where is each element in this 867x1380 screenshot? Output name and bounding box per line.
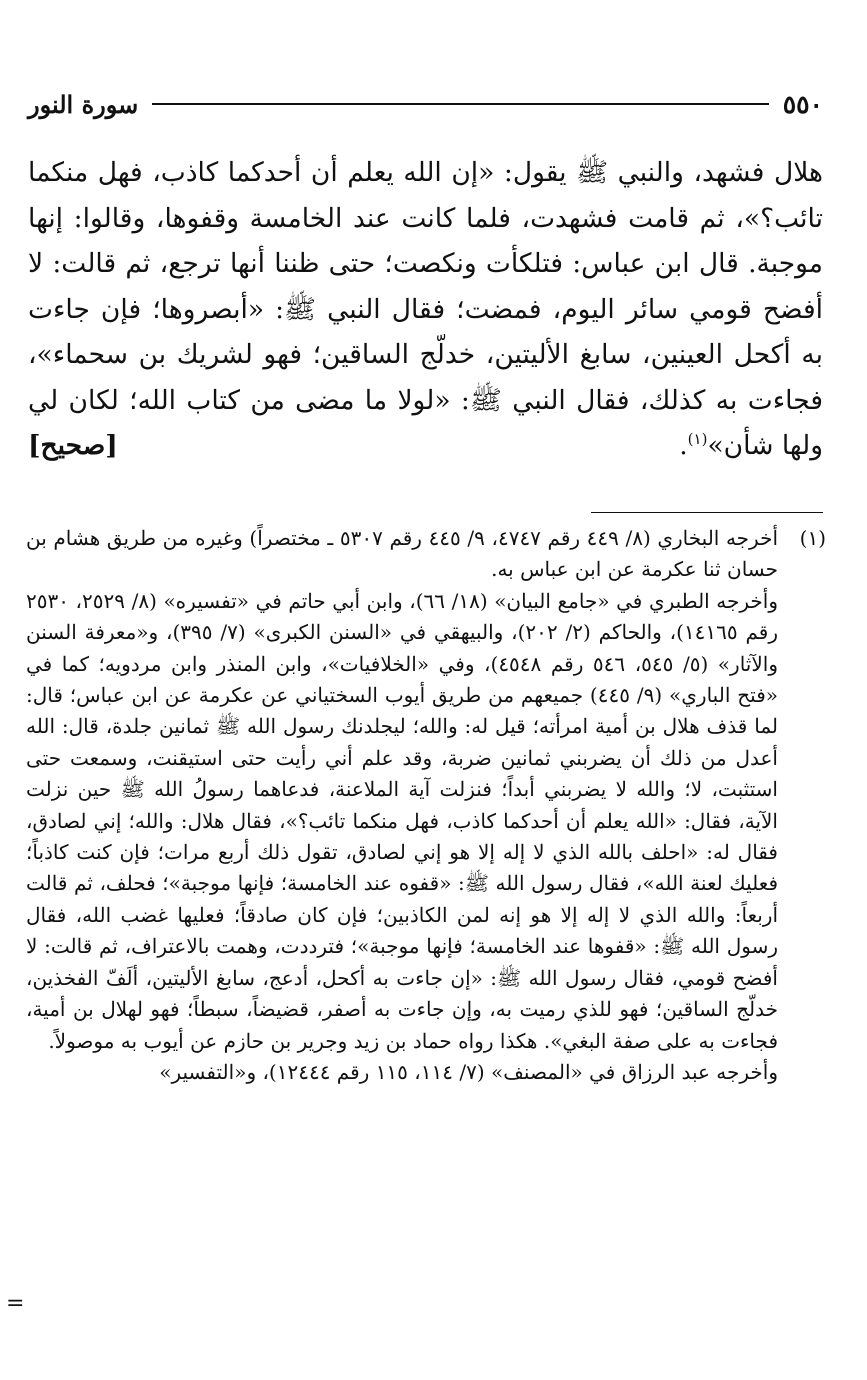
- footnote-item: [26, 523, 826, 1088]
- hadith-grade: [صحيح]: [28, 430, 118, 461]
- footnote-reference[interactable]: (١): [687, 430, 708, 449]
- footnote-paragraph: أخرجه البخاري (٨/ ٤٤٩ رقم ٤٧٤٧، ٩/ ٤٤٥ رقم ٥٣٠٧ ـ مختصراً) وغيره من طريق هشام بن حسان ثنا عكرمة عن ابن عباس به.: [26, 526, 779, 582]
- main-paragraph: [28, 150, 823, 469]
- end-period: .: [679, 430, 688, 461]
- footnotes-section: [26, 523, 826, 1088]
- footnote-marker: (١): [799, 526, 826, 550]
- header-rule: [152, 103, 768, 105]
- footnote-body: [26, 523, 778, 1088]
- main-text: [28, 150, 823, 469]
- surah-title: سورة النور: [28, 89, 139, 119]
- main-paragraph-text: هلال فشهد، والنبي ﷺ يقول: «إن الله يعلم أن أحدكما كاذب، فهل منكما تائب؟»، ثم قامت فشهدت، فلما كانت عند الخامسة وقفوها، وقالوا: إنها موجبة. قال ابن عباس: فتلكأت ونكصت؛ حتى ظننا أنها ترجع، ثم قالت: لا أفضح قومي سائر اليوم، فمضت؛ فقال النبي ﷺ: «أبصروها؛ فإن جاءت به أكحل العينين، سابغ الأليتين، خدلّج الساقين؛ فهو لشريك بن سحماء»، فجاءت به كذلك، فقال النبي ﷺ: «لولا ما مضى من كتاب الله؛ لكان لي ولها شأن»: [28, 157, 823, 461]
- footnote-paragraph: وأخرجه عبد الرزاق في «المصنف» (٧/ ١١٤، ١١٥ رقم ١٢٤٤٤)، و«التفسير»: [159, 1059, 778, 1084]
- page-header: [28, 84, 823, 124]
- footnote-paragraph: وأخرجه الطبري في «جامع البيان» (١٨/ ٦٦)، وابن أبي حاتم في «تفسيره» (٨/ ٢٥٢٩، ٢٥٣٠ رقم ١٤١٦٥)، والحاكم (٢/ ٢٠٢)، والبيهقي في «السنن الكبرى» (٧/ ٣٩٥)، و«معرفة السنن والآثار» (٥/ ٥٤٥، ٥٤٦ رقم ٤٥٤٨)، وفي «الخلافيات»، وابن المنذر وابن مردويه؛ كما في «فتح الباري» (٩/ ٤٤٥) جميعهم من طريق أيوب السختياني عن عكرمة عن ابن عباس؛ قال: لما قذف هلال بن أمية امرأته؛ قيل له: والله؛ ليجلدنك رسول الله ﷺ ثمانين جلدة، قال: الله أعدل من ذلك أن يضربني ثمانين ضربة، وقد علم أني رأيت حتى استيقنت، وسمعت حتى استثبت، لا؛ والله لا يضربني أبداً؛ فنزلت آية الملاعنة، فدعاهما رسولُ الله ﷺ حين نزلت الآية، فقال: «الله يعلم أن أحدكما كاذب، فهل منكما تائب؟»، فقال هلال: والله؛ إني لصادق، فقال له: «احلف بالله الذي لا إله إلا هو إني لصادق، تقول ذلك أربع مرات؛ فإن كنت كاذباً؛ فعليك لعنة الله»، فقال رسول الله ﷺ: «قفوه عند الخامسة؛ فإنها موجبة»؛ فحلف، ثم قالت أربعاً: والله الذي لا إله إلا هو إنه لمن الكاذبين؛ فإن كان صادقاً؛ فعليها غضب الله، فقال رسول الله ﷺ: «قفوها عند الخامسة؛ فإنها موجبة»؛ فترددت، وهمت بالاعتراف، ثم قالت: لا أفضح قومي، فقال رسول الله ﷺ: «إن جاءت به أكحل، أدعج، سابغ الأليتين، ألَفّ الفخذين، خدلّج الساقين؛ فهو للذي رميت به، وإن جاءت به أصفر، قضيضاً، سبطاً؛ فهو لهلال بن أمية، فجاءت به على صفة البغي». هكذا رواه حماد بن زيد وجرير بن حازم عن أيوب به موصولاً.: [26, 588, 779, 1053]
- footnote-divider: [591, 512, 823, 513]
- page-number: ٥٥٠: [782, 89, 823, 119]
- continuation-mark: =: [6, 1291, 25, 1316]
